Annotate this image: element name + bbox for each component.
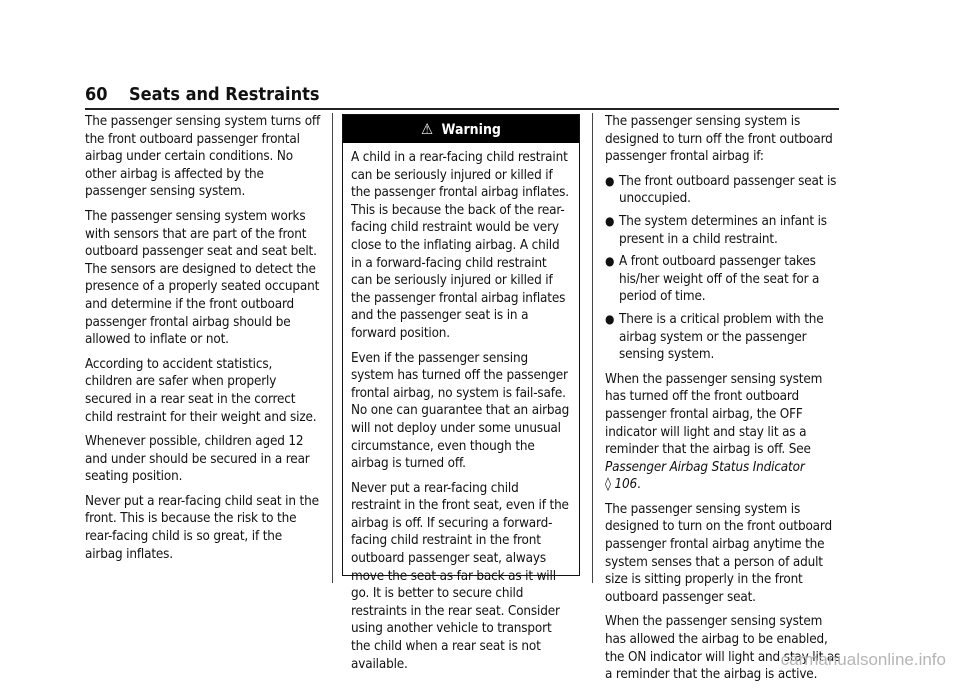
list-item: ● A front outboard passenger takes his/her weight off of the seat for a period of time. <box>605 254 820 305</box>
paragraph: Never put a rear-facing child seat in the front. This is because the risk to the rear-facing child is so great, if the airbag inflates. <box>85 493 319 562</box>
column-left <box>85 113 321 570</box>
bullet-icon: ● <box>605 173 615 188</box>
page-number: 60 <box>85 84 108 105</box>
warning-body <box>343 143 579 673</box>
paragraph: The passenger sensing system turns off the front outboard passenger frontal airbag under certain conditions. No other airbag is affected by the passenger sensing system. <box>85 114 321 200</box>
warning-header <box>343 115 579 143</box>
column-divider <box>592 113 593 583</box>
paragraph: Never put a rear-facing child restraint in the front seat, even if the airbag is off. If securing a forward-facing child restraint in the front outboard passenger seat, always move the seat as far back as it will go. It is better to secure child restraints in the rear seat. Consider using another vehicle to transport the child when a rear seat is not available. <box>351 480 569 672</box>
paragraph: When the passenger sensing system has allowed the airbag to be enabled, the ON indicator will light and stay lit as a reminder that the airbag is active. <box>605 614 841 683</box>
paragraph: Even if the passenger sensing system has turned off the passenger frontal airbag, no system is fail-safe. No one can guarantee that an airbag will not deploy under some unusual circumstance, even though the airbag is turned off. <box>351 350 570 472</box>
bullet-list <box>605 173 841 364</box>
paragraph: When the passenger sensing system has turned off the front outboard passenger frontal airbag, the OFF indicator will light and stay lit as a reminder that the airbag is off. See Passenger Airbag Status Indicator ◊ 106. <box>605 371 823 493</box>
paragraph: The passenger sensing system works with sensors that are part of the front outboard passenger seat and seat belt. The sensors are designed to detect the presence of a properly seated occupant and determine if the front outboard passenger frontal airbag should be allowed to inflate or not. <box>85 208 320 348</box>
warning-triangle-icon: ⚠ <box>421 120 434 138</box>
page-ref[interactable]: 106 <box>614 477 638 493</box>
watermark: carmanualsonline.info <box>780 650 946 669</box>
list-item: ● The front outboard passenger seat is unoccupied. <box>605 173 837 207</box>
paragraph: A child in a rear-facing child restraint can be seriously injured or killed if the passenger frontal airbag inflates. This is because the back of the rear-facing child restraint would be very close to the inflating airbag. A child in a forward-facing child restraint can be seriously injured or killed if the passenger frontal airbag inflates and the passenger seat is in a forward position. <box>351 150 569 341</box>
paragraph: According to accident statistics, children are safer when properly secured in a rear seat in the correct child restraint for their weight and size. <box>85 356 317 425</box>
column-right <box>605 113 841 691</box>
bullet-icon: ● <box>605 213 615 228</box>
bullet-icon: ● <box>605 311 615 326</box>
warning-title: Warning <box>441 122 501 138</box>
bullet-icon: ● <box>605 254 615 269</box>
paragraph: The passenger sensing system is designed to turn on the front outboard passenger frontal airbag anytime the system senses that a person of adult size is sitting properly in the front outboard passenger seat. <box>605 501 832 605</box>
section-title: Seats and Restraints <box>129 84 320 105</box>
paragraph: The passenger sensing system is designed to turn off the front outboard passenger frontal airbag if: <box>605 114 833 165</box>
list-item: ● The system determines an infant is present in a child restraint. <box>605 213 827 247</box>
list-item: ● There is a critical problem with the airbag system or the passenger sensing system. <box>605 311 824 363</box>
page-header <box>85 82 839 110</box>
page-ref-icon: ◊ <box>605 477 611 493</box>
paragraph: Whenever possible, children aged 12 and under should be secured in a rear seating position. <box>85 434 310 485</box>
cross-reference-link[interactable]: Passenger Airbag Status Indicator <box>605 459 805 475</box>
column-divider <box>332 113 333 583</box>
warning-box <box>342 114 580 672</box>
